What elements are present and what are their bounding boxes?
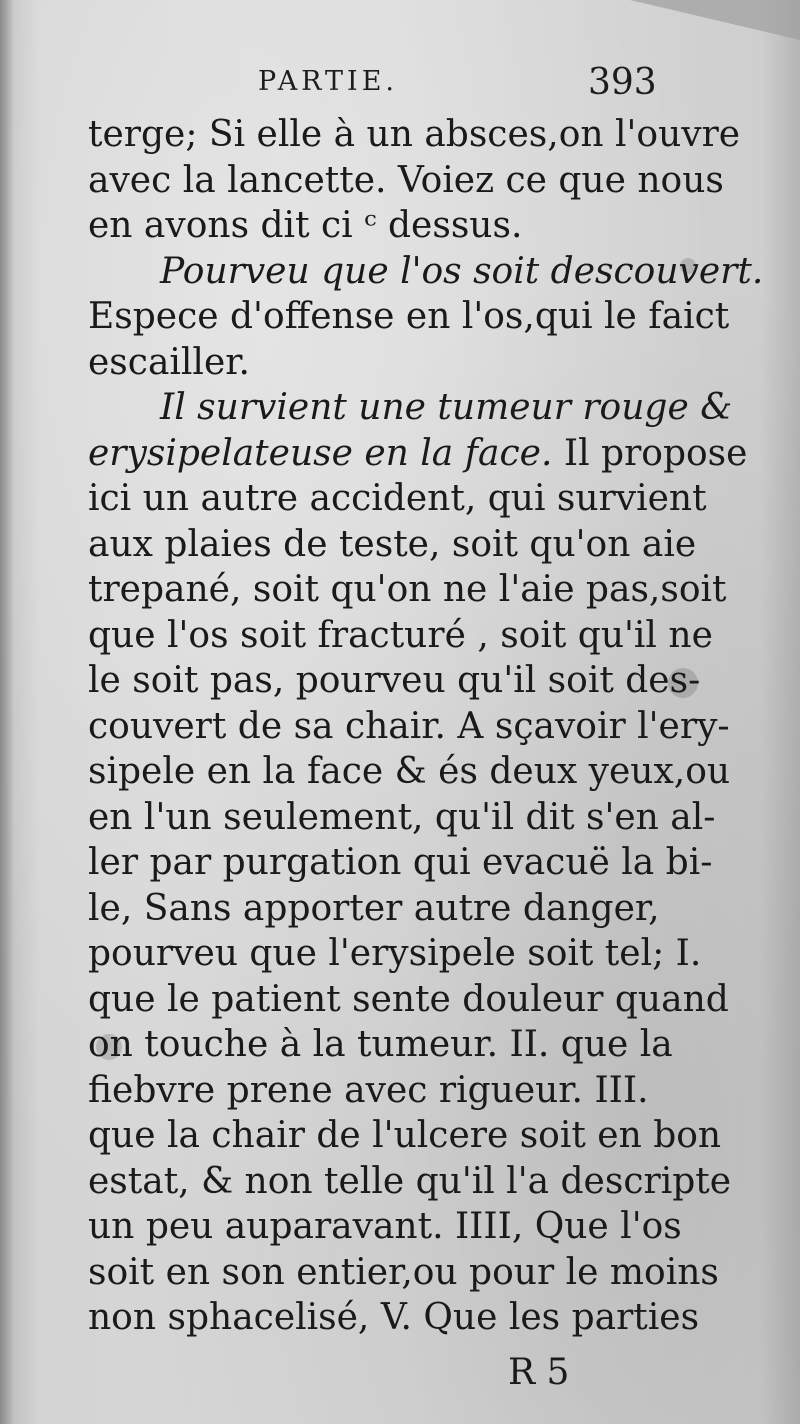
page-number: 393 — [588, 62, 657, 103]
running-head: PARTIE. — [258, 66, 399, 97]
text-line: un peu auparavant. IIII, Que l'os — [88, 1206, 682, 1247]
text-line: en avons dit ci ᶜ dessus. — [88, 205, 523, 246]
mixed-line — [88, 431, 748, 477]
text-line: aux plaies de teste, soit qu'on aie — [88, 523, 697, 565]
lemma-line: Pourveu que l'os soit descouvert. — [160, 250, 764, 292]
lemma-line: Il survient une tumeur rouge & — [160, 387, 733, 428]
text-line: ler par purgation qui evacuë la bi- — [88, 842, 713, 883]
text-line: soit en son entier,ou pour le moins — [88, 1251, 719, 1293]
text-line: fiebvre prene avec rigueur. III. — [88, 1069, 649, 1111]
text-line: terge; Si elle à un absces,on l'ouvre — [88, 114, 741, 155]
text-fragment: Il propose — [552, 432, 748, 474]
text-line: estat, & non telle qu'il l'a descripte — [88, 1160, 732, 1202]
text-line: sipele en la face & és deux yeux,ou — [88, 751, 731, 792]
text-line: que l'os soit fracturé , soit qu'il ne — [88, 614, 713, 656]
text-line: avec la lancette. Voiez ce que nous — [88, 159, 724, 201]
page-gutter-shadow — [0, 0, 14, 1424]
text-line: le soit pas, pourveu qu'il soit des- — [88, 660, 701, 701]
signature-mark: R 5 — [508, 1352, 570, 1393]
text-line: Espece d'offense en l'os,qui le faict — [88, 296, 730, 337]
text-line: que la chair de l'ulcere soit en bon — [88, 1115, 722, 1156]
text-line: que le patient sente douleur quand — [88, 978, 729, 1020]
text-line: le, Sans apporter autre danger, — [88, 887, 660, 929]
text-line: non sphacelisé, V. Que les parties — [88, 1297, 700, 1338]
text-line: ici un autre accident, qui survient — [88, 478, 707, 519]
text-line: escailler. — [88, 341, 250, 383]
page-corner-fold — [630, 0, 800, 40]
text-line: on touche à la tumeur. II. que la — [88, 1024, 673, 1065]
text-line: pourveu que l'erysipele soit tel; I. — [88, 933, 702, 974]
text-line: trepané, soit qu'on ne l'aie pas,soit — [88, 569, 727, 610]
lemma-fragment: erysipelateuse en la face. — [88, 432, 553, 474]
text-line: couvert de sa chair. A sçavoir l'ery- — [88, 705, 730, 747]
body-text — [88, 112, 764, 1341]
text-line: en l'un seulement, qu'il dit s'en al- — [88, 796, 716, 838]
